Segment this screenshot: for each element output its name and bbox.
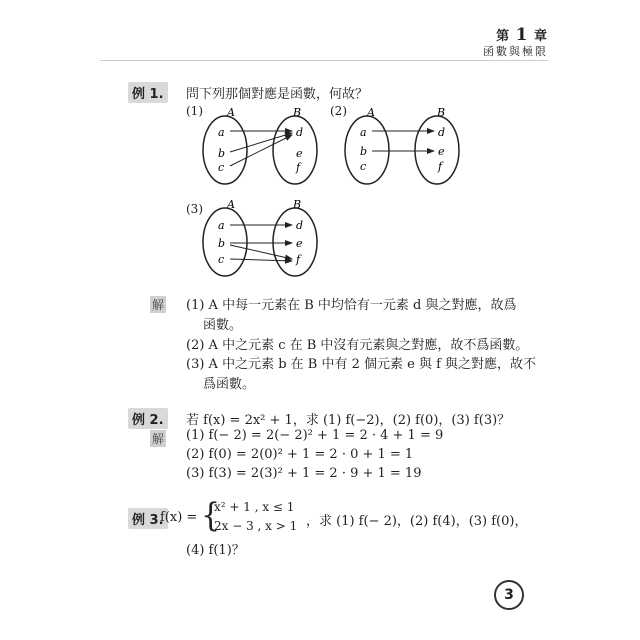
diagram-3 (203, 198, 317, 276)
example-1-solution-line-3: (2) A 中之元素 c 在 B 中沒有元素與之對應，故不爲函數。 (186, 338, 529, 353)
example-1-solution-line-2: 函數。 (203, 318, 243, 333)
example-2-solution-line-2: (2) f(0) = 2(0)² + 1 = 2 · 0 + 1 = 1 (186, 447, 414, 462)
diagram-1-elem-b: b (218, 147, 226, 160)
example-1-solution-line-1: (1) A 中每一元素在 B 中均恰有一元素 d 與之對應，故爲 (186, 298, 517, 313)
diagram-2 (345, 106, 459, 184)
piecewise-brace: { (201, 496, 221, 535)
diagram-2-set-a-label: A (367, 106, 375, 119)
diagram-3-arrow-c (230, 259, 292, 261)
diagram-2-set-b-ellipse (415, 116, 459, 184)
diagram-3-elem-f: f (296, 253, 301, 266)
diagram-2-set-b-label: B (437, 106, 446, 119)
diagram-2-elem-d: d (438, 126, 446, 139)
example-2-solution-label: 解 (152, 432, 165, 446)
diagram-2-number: (2) (330, 104, 347, 118)
chapter-suffix: 章 (533, 29, 548, 44)
diagram-1 (203, 106, 317, 184)
diagram-1-elem-d: d (296, 126, 304, 139)
example-3-case-1: x² + 1 , x ≤ 1 (214, 500, 295, 514)
diagram-1-elem-e: e (296, 147, 303, 160)
example-2-label: 例 2. (128, 408, 168, 429)
diagram-1-set-a-label: A (227, 106, 235, 119)
example-3-case-2: 2x − 3 , x > 1 (214, 519, 298, 533)
diagram-3-set-b-label: B (293, 198, 302, 211)
diagram-3-set-a-label: A (227, 198, 235, 211)
diagram-2-elem-e: e (438, 145, 445, 158)
example-1-solution-label: 解 (152, 298, 165, 312)
example-3-label: 例 3. (128, 508, 168, 529)
diagram-1-number: (1) (186, 104, 203, 118)
diagram-3-elem-b: b (218, 237, 226, 250)
diagram-3-set-b-ellipse (273, 208, 317, 276)
example-3-ask: ，求 (1) f(− 2)，(2) f(4)，(3) f(0)， (306, 514, 528, 529)
diagram-1-set-b-label: B (293, 106, 302, 119)
example-1-solution-line-5: 爲函數。 (203, 377, 256, 392)
example-2-question: 若 f(x) = 2x² + 1，求 (1) f(−2)，(2) f(0)，(3) f(3)？ (186, 413, 511, 428)
diagram-3-elem-d: d (296, 219, 304, 232)
chapter-prefix: 第 (496, 29, 511, 44)
diagram-1-arrow-b (230, 133, 292, 152)
diagram-1-arrow-c (230, 135, 292, 166)
example-1-label: 例 1. (128, 82, 168, 103)
chapter-number: 1 (515, 25, 529, 45)
diagram-2-elem-a: a (360, 126, 367, 139)
diagram-1-elem-c: c (218, 161, 225, 174)
example-3-fx: f(x) = (160, 510, 198, 525)
example-3-ask-line-2: (4) f(1)？ (186, 543, 245, 558)
diagram-1-elem-a: a (218, 126, 225, 139)
diagram-2-elem-b: b (360, 145, 368, 158)
diagram-2-elem-f: f (438, 160, 443, 173)
diagram-3-number: (3) (186, 202, 203, 216)
example-2-solution-line-1: (1) f(− 2) = 2(− 2)² + 1 = 2 · 4 + 1 = 9 (186, 428, 444, 443)
diagram-2-elem-c: c (360, 160, 367, 173)
diagram-3-elem-a: a (218, 219, 225, 232)
diagram-1-set-b-ellipse (273, 116, 317, 184)
diagram-3-elem-e: e (296, 237, 303, 250)
diagram-3-arrow-b-f (230, 245, 292, 259)
example-1-question: 問下列那個對應是函數，何故？ (186, 87, 369, 102)
example-1-solution-line-4: (3) A 中之元素 b 在 B 中有 2 個元素 e 與 f 與之對應，故不 (186, 357, 537, 372)
diagram-1-elem-f: f (296, 161, 301, 174)
diagram-3-elem-c: c (218, 253, 225, 266)
chapter-subtitle: 函數與極限 (483, 45, 548, 58)
page-number-badge: 3 (494, 580, 524, 610)
example-2-solution-line-3: (3) f(3) = 2(3)² + 1 = 2 · 9 + 1 = 19 (186, 466, 422, 481)
